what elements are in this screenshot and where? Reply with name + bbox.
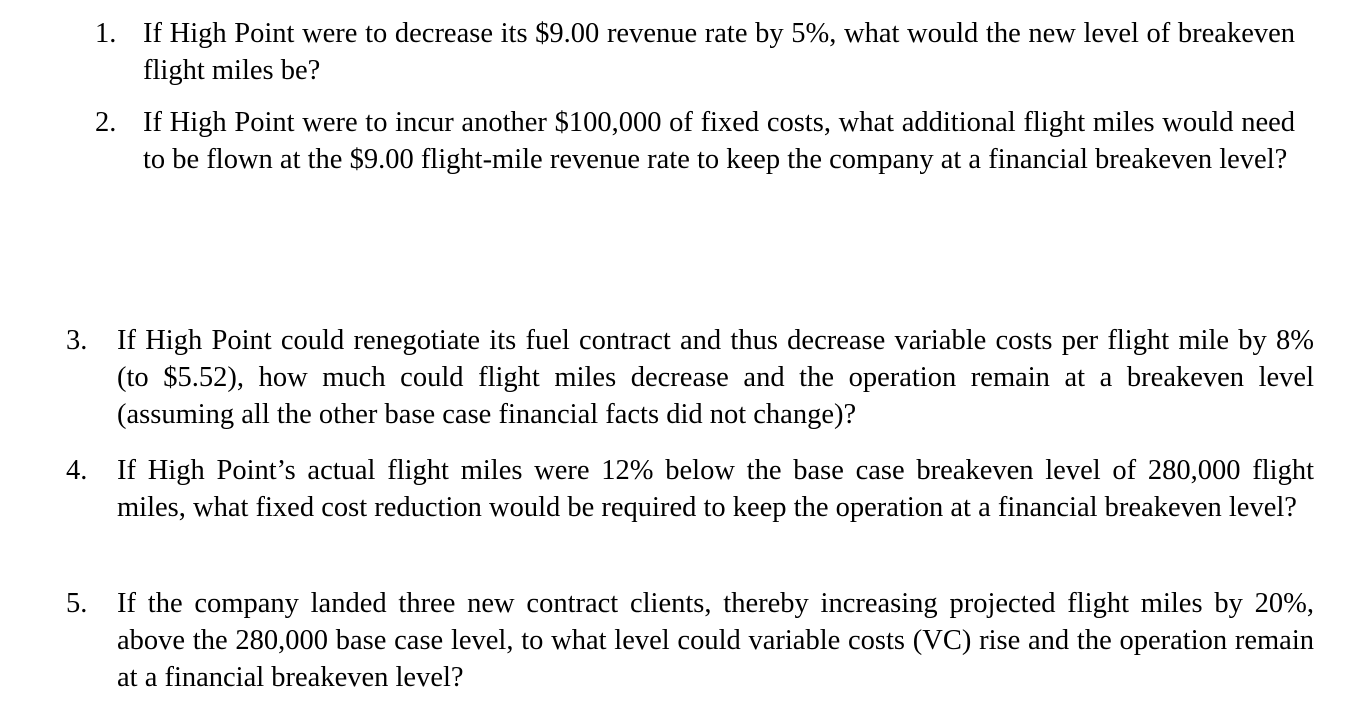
question-text: If High Point were to incur another $100,000 of fixed costs, what additional flight miles would need to be flown at the $9.00 flight-mile revenue rate to keep the company at a financial breakeven level? bbox=[143, 107, 1295, 175]
question-number: 5. bbox=[66, 588, 88, 619]
question-text: If High Point were to decrease its $9.00 revenue rate by 5%, what would the new level of breakeven flight miles be? bbox=[143, 18, 1295, 86]
question-2 bbox=[95, 104, 1295, 178]
question-3 bbox=[66, 322, 1314, 433]
question-text: If the company landed three new contract clients, thereby increasing projected flight miles by 20%, above the 280,000 base case level, to what level could variable costs (VC) rise and the operation remain at a financial breakeven level? bbox=[117, 588, 1314, 693]
question-number: 1. bbox=[95, 18, 117, 49]
question-4 bbox=[66, 452, 1314, 526]
question-number: 2. bbox=[95, 107, 117, 138]
question-5 bbox=[66, 585, 1314, 696]
question-1 bbox=[95, 15, 1295, 89]
question-text: If High Point’s actual flight miles were 12% below the base case breakeven level of 280,000 flight miles, what fixed cost reduction would be required to keep the operation at a financial breakeven level? bbox=[117, 455, 1314, 523]
question-text: If High Point could renegotiate its fuel contract and thus decrease variable costs per flight mile by 8% (to $5.52), how much could flight miles decrease and the operation remain at a breakeven level (assuming all the other base case financial facts did not change)? bbox=[117, 325, 1314, 430]
question-number: 3. bbox=[66, 325, 88, 356]
question-number: 4. bbox=[66, 455, 88, 486]
